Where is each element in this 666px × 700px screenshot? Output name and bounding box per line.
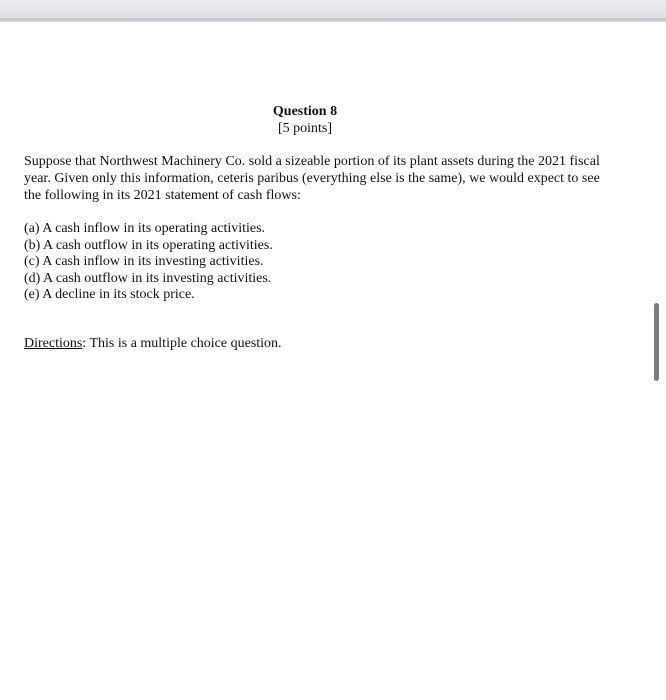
choice-d: (d) A cash outflow in its investing activities. xyxy=(24,270,272,286)
choice-b: (b) A cash outflow in its operating activities. xyxy=(24,237,273,253)
question-stem: Suppose that Northwest Machinery Co. sold a sizeable portion of its plant assets during the 2021 fiscal year. Given only this information, ceteris paribus (everything else is the same), we would expect to see the following in its 2021 statement of cash flows: xyxy=(24,154,600,203)
directions-text: : This is a multiple choice question. xyxy=(82,336,282,351)
toolbar-divider xyxy=(0,18,666,21)
question-title: Question 8 xyxy=(272,104,338,119)
scrollbar-thumb[interactable] xyxy=(654,303,659,381)
choice-a: (a) A cash inflow in its operating activities. xyxy=(24,221,266,236)
answer-choices xyxy=(24,221,273,304)
directions-label: Directions xyxy=(24,336,83,351)
directions xyxy=(24,336,282,352)
choice-c: (c) A cash inflow in its investing activities. xyxy=(24,254,264,269)
question-points: [5 points] xyxy=(277,121,333,136)
choice-e: (e) A decline in its stock price. xyxy=(24,287,195,302)
